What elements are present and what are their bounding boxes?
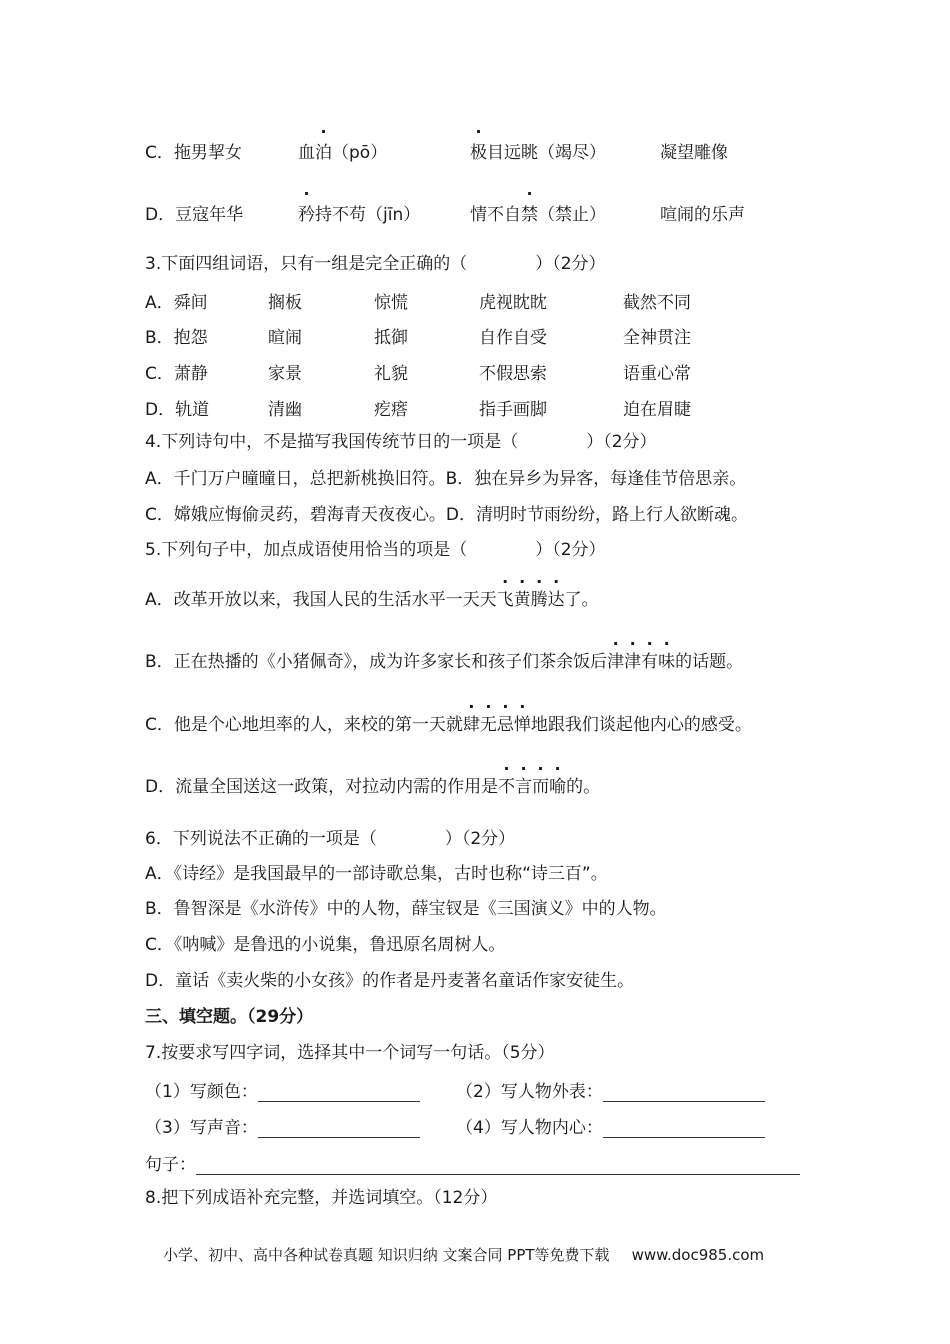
- q7-sentence-line: 句子：: [145, 1150, 800, 1175]
- q4-options-ab: A．千门万户曈曈日，总把新桃换旧符。B．独在异乡为异客，每逢佳节倍思亲。: [145, 469, 747, 489]
- q6-option-b: B．鲁智深是《水浒传》中的人物，薛宝钗是《三国演义》中的人物。: [145, 899, 667, 919]
- q5-option-b: B．正在热播的《小猪佩奇》，成为许多家长和孩子们茶余饭后津津有味的话题。: [145, 652, 744, 672]
- q2-option-d-word3: 情不自禁（禁止）: [470, 205, 606, 225]
- q3-word: 迫在眉睫: [623, 400, 691, 420]
- q3-word: 截然不同: [623, 293, 691, 313]
- q3-word: 疙瘩: [374, 400, 408, 420]
- q7-blank-2[interactable]: [603, 1084, 765, 1102]
- q3-option-label: D．轨道: [145, 400, 210, 420]
- footer-url: www.doc985.com: [631, 1246, 765, 1264]
- emphasized-char: 津: [624, 652, 642, 672]
- q5-option-d: D．流量全国送这一政策，对拉动内需的作用是不言而喻的。: [145, 777, 601, 797]
- q7-blank-3[interactable]: [258, 1120, 420, 1138]
- q3-word: 搁板: [268, 293, 302, 313]
- q7-sentence-blank[interactable]: [196, 1157, 800, 1175]
- q3-word: 不假思索: [479, 364, 547, 384]
- emphasized-char: 味: [658, 652, 676, 672]
- q3-word: 自作自受: [479, 328, 547, 348]
- q3-word: 暄闹: [268, 328, 302, 348]
- emphasized-char: 惮: [513, 715, 531, 735]
- q2-option-c-word3: 极目远眺（竭尽）: [470, 143, 606, 163]
- q5-stem: 5.下列句子中，加点成语使用恰当的项是（ ）（2分）: [145, 540, 606, 560]
- q7-stem: 7.按要求写四字词，选择其中一个词写一句话。（5分）: [145, 1043, 555, 1063]
- q2-option-d-label: D．豆寇年华: [145, 205, 244, 225]
- emphasized-char: 腾: [530, 590, 548, 610]
- q2-option-c-word2: 血泊（pō）: [298, 143, 388, 163]
- emphasized-char: 喻: [549, 777, 567, 797]
- section-3-heading: 三、填空题。（29分）: [145, 1007, 314, 1027]
- q3-word: 清幽: [268, 400, 302, 420]
- q6-stem: 6．下列说法不正确的一项是（ ）（2分）: [145, 829, 516, 849]
- q8-stem: 8.把下列成语补充完整，并选词填空。（12分）: [145, 1188, 498, 1208]
- q2-option-c-label: C．拖男挈女: [145, 143, 242, 163]
- emphasized-char: 达: [547, 590, 565, 610]
- emphasized-char: 肆: [462, 715, 480, 735]
- emphasized-char: 无: [479, 715, 497, 735]
- q7-blank-4[interactable]: [603, 1120, 765, 1138]
- page-footer: [163, 1244, 764, 1265]
- q7-prompt-3: （3）写声音：: [145, 1113, 420, 1138]
- q3-word: 惊慌: [374, 293, 408, 313]
- q7-prompt-4: （4）写人物内心：: [456, 1113, 765, 1138]
- q2-option-d-word4: 喧闹的乐声: [660, 205, 745, 225]
- emphasized-char: 津: [607, 652, 625, 672]
- q3-stem: 3.下面四组词语，只有一组是完全正确的（ ）（2分）: [145, 254, 606, 274]
- q3-option-label: B．抱怨: [145, 328, 208, 348]
- q4-stem: 4.下列诗句中，不是描写我国传统节日的一项是（ ）（2分）: [145, 432, 657, 452]
- q5-option-c: C．他是个心地坦率的人，来校的第一天就肆无忌惮地跟我们谈起他内心的感受。: [145, 715, 752, 735]
- q7-prompt-1: （1）写颜色：: [145, 1077, 420, 1102]
- q6-option-d: D．童话《卖火柴的小女孩》的作者是丹麦著名童话作家安徒生。: [145, 971, 635, 991]
- q3-word: 礼貌: [374, 364, 408, 384]
- emphasized-char: 黄: [513, 590, 531, 610]
- q3-word: 抵御: [374, 328, 408, 348]
- emphasized-char: 不: [498, 777, 516, 797]
- footer-text: 小学、初中、高中各种试卷真题 知识归纳 文案合同 PPT等免费下载: [163, 1246, 610, 1264]
- q7-prompt-2: （2）写人物外表：: [456, 1077, 765, 1102]
- q3-word: 语重心常: [623, 364, 691, 384]
- q3-word: 全神贯注: [623, 328, 691, 348]
- q7-blank-1[interactable]: [258, 1084, 420, 1102]
- q5-option-a: A．改革开放以来，我国人民的生活水平一天天飞黄腾达了。: [145, 590, 599, 610]
- q2-option-c-word4: 凝望雕像: [660, 143, 728, 163]
- q6-option-a: A．《诗经》是我国最早的一部诗歌总集，古时也称“诗三百”。: [145, 864, 608, 884]
- q2-option-d-word2: 矜持不苟（jīn）: [298, 205, 421, 225]
- emphasized-char: 飞: [496, 590, 514, 610]
- emphasized-char: 而: [532, 777, 550, 797]
- q3-option-label: C．萧静: [145, 364, 208, 384]
- q3-word: 家景: [268, 364, 302, 384]
- emphasized-char: 有: [641, 652, 659, 672]
- q3-word: 虎视眈眈: [479, 293, 547, 313]
- q4-options-cd: C．嫦娥应悔偷灵药，碧海青天夜夜心。D．清明时节雨纷纷，路上行人欲断魂。: [145, 505, 748, 525]
- q3-option-label: A．舜间: [145, 293, 208, 313]
- q3-word: 指手画脚: [479, 400, 547, 420]
- emphasized-char: 忌: [496, 715, 514, 735]
- emphasized-char: 言: [515, 777, 533, 797]
- q6-option-c: C．《呐喊》是鲁迅的小说集，鲁迅原名周树人。: [145, 935, 506, 955]
